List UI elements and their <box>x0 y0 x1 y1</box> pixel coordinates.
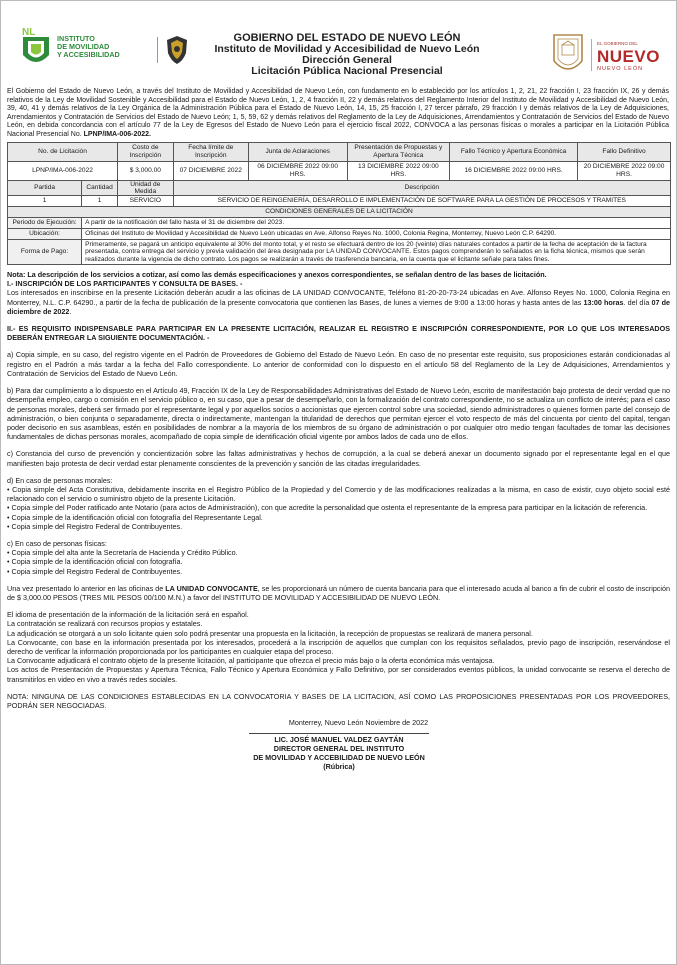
gov-logo-bottom-text: NUEVO LEÓN <box>597 66 644 72</box>
morales-item: • Copia simple del Registro Federal de Contribuyentes. <box>7 521 183 531</box>
morales-item: • Copia simple del Poder ratificado ante Notario (para actos de Administración), con que acredite la personalidad que ostenta el representante de la empresa para participar en la licitación de referencia. <box>7 503 648 513</box>
licitacion-table <box>7 142 671 266</box>
fisicas-item: • Copia simple de la identificación oficial con fotografía. <box>7 557 183 567</box>
table-cell: LPNP/IMA-006-2022 <box>8 161 118 180</box>
general-line: La adjudicación se otorgará a un solo licitante quien solo podrá presentar una propuesta en la licitación, la recepción de propuestas se realizará de manera personal. <box>7 628 533 638</box>
payment-paragraph <box>7 584 670 602</box>
table-cell: 16 DICIEMBRE 2022 09:00 HRS. <box>450 161 578 180</box>
final-note: NOTA: NINGUNA DE LAS CONDICIONES ESTABLECIDAS EN LA CONVOCATORIA Y BASES DE LA LICITACION, ASÍ COMO LAS PROPOSICIONES PRESENTADAS POR LOS PROVEEDORES, PODRÁN SER NEGOCIADAS. <box>7 691 670 710</box>
payment-text-end: , se les proporcionará un número de cuenta bancaria para que el interesado acuda al banco a fin de cubrir el costo de inscripción de $ 3,000.00 PESOS (TRES MIL PESOS 00/100 M.N.) a favor del INSTITUTO DE MOVILIDAD Y ACCESIBILIDAD DE NUEVO LEÓN. <box>7 583 670 602</box>
signer-institution: DE MOVILIDAD Y ACCEBILIDAD DE NUEVO LEÓN <box>253 752 425 762</box>
logo-divider <box>157 37 158 63</box>
table-header-cell: Cantidad <box>82 180 118 195</box>
section-1-text: Los interesados en inscribirse en la presente Licitación deberán acudir a las oficinas de LA UNIDAD CONVOCANTE, Teléfono 81-20-20-73-24 ubicadas en Ave. Alfonso Reyes No. 1000, Colonia Regina en Monterrey, N.L. C.P. 64290., a partir de la fecha de publicación de la presente convocatoria que contienen las Bases, de lunes a viernes de 9:00 a 13:00 horas y hasta antes de las <box>7 288 670 307</box>
signer-title: DIRECTOR GENERAL DEL INSTITUTO <box>273 744 405 754</box>
title-line: Instituto de Movilidad y Accesibilidad de Nuevo León <box>214 43 480 55</box>
table-cell: SERVICIO DE REINGENIERÍA, DESARROLLO E IMPLEMENTACIÓN DE SOFTWARE PARA LA GESTIÓN DE PROCESOS Y TRAMITES <box>173 195 670 206</box>
table-header-cell: Partida <box>8 180 82 195</box>
institute-logo <box>19 25 149 71</box>
item-row <box>8 195 671 206</box>
table-row <box>8 161 671 180</box>
payment-text: Una vez presentado lo anterior en las oficinas de <box>7 583 164 593</box>
table-cell: 06 DICIEMBRE 2022 09:00 HRS. <box>248 161 347 180</box>
place-date: Monterrey, Nuevo León Noviembre de 2022 <box>288 718 429 728</box>
nl-emblem-icon <box>19 25 53 69</box>
institute-name-line: Y ACCESIBILIDAD <box>57 49 120 59</box>
table-header-cell: Presentación de Propuestas y Apertura Técnica <box>347 142 450 161</box>
section-1-paragraph <box>7 288 670 316</box>
condition-text: A partir de la notificación del fallo hasta el 31 de diciembre del 2023. <box>82 217 671 228</box>
morales-item: • Copia simple del Acta Constitutiva, debidamente inscrita en el Registro Público de la Propiedad y del Comercio y de las modificaciones realizadas a la misma, en caso de existir, cuyo objeto social esté relacionado con el servicio o suministro objeto de la presente Licitación. <box>7 484 670 504</box>
fisicas-title: c) En caso de personas físicas: <box>7 538 107 548</box>
table-cell: SERVICIO <box>118 195 174 206</box>
institute-name-line: INSTITUTO <box>57 34 95 43</box>
table-header-cell: Unidad de Medida <box>118 180 174 195</box>
condition-row <box>8 217 671 228</box>
section-2-title: II.- ES REQUISITO INDISPENSABLE PARA PARTICIPAR EN LA PRESENTE LICITACIÓN, REALIZAR EL REGISTRO E INSCRIPCIÓN CORRESPONDIENTE, POR LO QUE LOS INTERESADOS DEBERÁN ENTREGAR LA SIGUIENTE DOCUMENTACIÓN. - <box>7 324 670 343</box>
table-header-cell: Descripción <box>173 180 670 195</box>
section-1-end: . <box>69 306 72 316</box>
signature-block <box>7 736 671 771</box>
items-header-row <box>8 180 671 195</box>
general-line: Los actos de Presentación de Propuestas y Apertura Técnica, Fallo Técnico y Apertura Económica y Fallo Definitivo, por ser considerados eventos públicos, la unidad convocante se reserva el derecho de transmitirlos en video en vivo a través redes sociales. <box>7 665 670 684</box>
table-header-cell: No. de Licitación <box>8 142 118 161</box>
police-badge-icon <box>165 35 189 65</box>
gov-logo-big-text: NUEVO <box>597 47 660 66</box>
document-body <box>7 270 670 727</box>
table-cell: 1 <box>8 195 82 206</box>
table-cell: 1 <box>82 195 118 206</box>
general-line: El idioma de presentación de la información de la licitación será en español. <box>7 610 249 620</box>
morales-title: d) En caso de personas morales: <box>7 475 113 485</box>
table-cell: 13 DICIEMBRE 2022 09:00 HRS. <box>347 161 450 180</box>
condition-row <box>8 228 671 239</box>
requirement-b: b) Para dar cumplimiento a lo dispuesto en el Artículo 49, Fracción IX de la Ley de Responsabilidades Administrativas del Estado de Nuevo León, escrito de manifestación bajo protesta de decir verdad que no desempeña empleo, cargo o comisión en el servicio público o, en su caso, que a pesar de desempeñarlo, con la formalización del contrato correspondiente, no se actualiza un conflicto de interés; para el caso de personas morales, deberá ser firmado por el representante legal y por aquellos socios o accionistas que ejercen control sobre una sociedad, siendo administradores o quienes formen parte del consejo de administración, o bien conjunta o separadamente, directa o indirectamente, mantengan la titularidad de derechos que permitan ejercer el voto respecto de más del cincuenta por ciento del capital, tengan poder decisorio en sus asambleas, estén en posibilidades de nombrar a la mayoría de los miembros de su órgano de administración o por cualquier otro medio tengan facultades de tomar las decisiones fundamentales de dichas personas morales, acompañado de copia simple de identificación oficial vigente por ambos lados de cada uno de ellos. <box>7 386 670 442</box>
note-line: Nota: La descripción de los servicios a cotizar, así como las demás especificaciones y anexos correspondientes, se señalan dentro de las bases de licitación. <box>7 270 547 280</box>
morales-item: • Copia simple de la identificación oficial con fotografía del Representante Legal. <box>7 512 263 522</box>
table-header-row <box>8 142 671 161</box>
general-line: La Convocante, con base en la información presentada por los interesados, procederá a la inscripción de aquellos que cumplan con los requisitos señalados, previo pago de inscripción, reservándose el derecho de verificar la información proporcionada por los participantes en cualquier etapa del proceso. <box>7 637 670 656</box>
table-header-cell: Fallo Definitivo <box>578 142 671 161</box>
header <box>7 5 671 85</box>
signature-rubrica: (Rúbrica) <box>323 761 355 771</box>
intro-text: El Gobierno del Estado de Nuevo León, a través del Instituto de Movilidad y Accesibilidad de Nuevo León, con fundamento en lo establecido por los artículos 1, 2, 21, 22 fracción I, 23 fracción IX, 26 y demás relativos de la Ley de Movilidad Sostenible y Accesibilidad para el Estado de Nuevo León, 1, 2, 4 fracción II, 22 y demás relativos del Reglamento Interior del Instituto de Movilidad y Accesibilidad de Nuevo León, 39, 40, 41 y demás relativos de la Ley Orgánica de la Administración Pública para el Estado de Nuevo León, 14, 15, 25 fracción I, 27 tercer párrafo, 29 fracción I y demás relativos de la Ley de Adquisiciones, Arrendamientos y Contratación de Servicios del Estado de Nuevo León; 1, 5, 59, 62 y demás relativos del Reglamento de la Ley de Adquisiciones, Arrendamientos y Contratación de Servicios del Estado de Nuevo León, en debida concordancia con el artículo 77 de la Ley de Egresos del Estado de Nuevo León para el ejercicio fiscal 2022, CONVOCA a las personas físicas o morales a participar en la Licitación Pública Nacional Presencial No. <box>7 88 669 138</box>
logo-nl-text: NL <box>22 27 36 38</box>
table-cell: $ 3,000.00 <box>118 161 174 180</box>
signer-name: LIC. JOSÉ MANUEL VALDEZ GAYTÁN <box>274 735 404 745</box>
condition-label: Forma de Pago: <box>8 239 82 265</box>
conditions-title-row <box>8 206 671 217</box>
institute-name <box>57 35 120 58</box>
payment-unit: LA UNIDAD CONVOCANTE <box>165 583 258 593</box>
section-1-hour: 13:00 horas <box>583 297 624 307</box>
institute-name-line: DE MOVILIDAD <box>57 41 110 51</box>
section-1-date: 07 de diciembre de 2022 <box>7 297 670 316</box>
condition-label: Periodo de Ejecución: <box>8 217 82 228</box>
condition-label: Ubicación: <box>8 228 82 239</box>
title-line: Licitación Pública Nacional Presencial <box>251 65 443 77</box>
licitacion-number: LPNP/IMA-006-2022. <box>83 130 151 138</box>
logo-divider <box>591 39 592 71</box>
table-cell: 20 DICIEMBRE 2022 09:00 HRS. <box>578 161 671 180</box>
gov-logo-small-text: EL GOBIERNO DEL <box>597 41 638 46</box>
intro-paragraph <box>7 88 669 140</box>
table-header-cell: Junta de Aclaraciones <box>248 142 347 161</box>
section-1-title: I.- INSCRIPCIÓN DE LOS PARTICIPANTES Y CONSULTA DE BASES. - <box>7 279 243 289</box>
general-line: La Convocante adjudicará el contrato objeto de la presente licitación, al participante que ofrezca el precio más bajo o la oferta económica más ventajosa. <box>7 656 495 666</box>
condition-row <box>8 239 671 265</box>
requirement-c: c) Constancia del curso de prevención y concientización sobre las faltas administrativas y hechos de corrupción, a la cual se deberá anexar un documento signado por el representante legal en el que manifiesten bajo protesta de decir verdad estar plenamente conscientes de la prevención y sanción de las citadas irregularidades. <box>7 449 670 468</box>
conditions-title: CONDICIONES GENERALES DE LA LICITACIÓN <box>8 206 671 217</box>
section-1-mid: . del día <box>623 297 650 307</box>
title-line: Dirección General <box>302 54 392 66</box>
general-line: La contratación se realizará con recursos propios y estatales. <box>7 619 203 629</box>
state-shield-icon <box>551 31 585 77</box>
table-header-cell: Fecha límite de Inscripción <box>173 142 248 161</box>
signature-line <box>249 733 429 734</box>
condition-text: Oficinas del Instituto de Movilidad y Accesibilidad de Nuevo León ubicadas en Ave. Alfonso Reyes No. 1000, Colonia Regina, Monterrey, Nuevo León C.P. 64290. <box>82 228 671 239</box>
requirement-a: a) Copia simple, en su caso, del registro vigente en el Padrón de Proveedores de Gobierno del Estado de Nuevo León. En caso de no presentar este requisito, sus proposiciones estarán condicionadas al registro en el Padrón a más tardar a la fecha del Fallo correspondiente. Lo anterior de conformidad con lo dispuesto en el artículo 58 del Reglamento de la Ley de Adquisiciones, Arrendamientos y Contratación de Servicios del Estado de Nuevo León. <box>7 350 670 378</box>
document-title <box>197 33 497 77</box>
title-line: GOBIERNO DEL ESTADO DE NUEVO LEÓN <box>233 32 461 44</box>
condition-text: Primeramente, se pagará un anticipo equivalente al 30% del monto total, y el resto se efectuará dentro de los 20 (veinte) días naturales contados a partir de la fecha de aceptación de la factura presentada, contra entrega del servicio y previa validación del área designada por LA UNIDAD CONVOCANTE. Estos pagos comprenderán lo señalados en la ficha técnica, mismos que serán realizados durante la vigencia de dicho contrato. Los pagos se realizarán a través de trasferencia bancaria, en la cuenta que el licitante señale para tales fines. <box>82 239 671 265</box>
table-cell: 07 DICIEMBRE 2022 <box>173 161 248 180</box>
government-logo <box>551 31 677 79</box>
table-header-cell: Fallo Técnico y Apertura Económica <box>450 142 578 161</box>
fisicas-item: • Copia simple del alta ante la Secretaría de Hacienda y Crédito Público. <box>7 548 238 558</box>
fisicas-item: • Copia simple del Registro Federal de Contribuyentes. <box>7 566 183 576</box>
table-header-cell: Costo de Inscripción <box>118 142 174 161</box>
